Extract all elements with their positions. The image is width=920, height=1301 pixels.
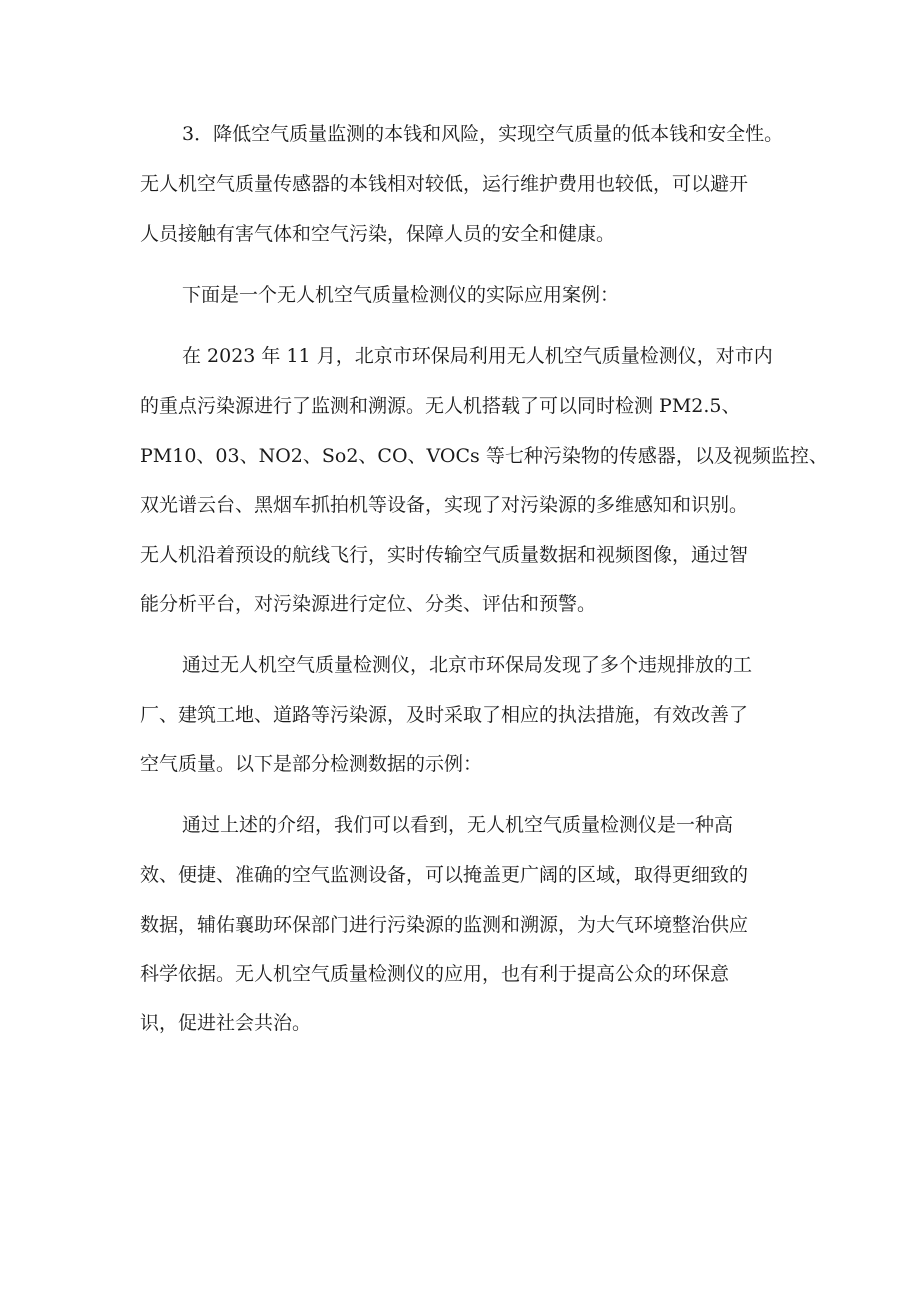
paragraph-5-line-2: 效、便捷、准确的空气监测设备，可以掩盖更广阔的区域，取得更细致的 bbox=[140, 864, 749, 886]
paragraph-3-line-6: 能分析平台，对污染源进行定位、分类、评估和预警。 bbox=[140, 593, 597, 615]
paragraph-4-line-3: 空气质量。以下是部分检测数据的示例： bbox=[140, 753, 483, 775]
paragraph-4-line-1: 通过无人机空气质量检测仪，北京市环保局发现了多个违规排放的工 bbox=[182, 654, 753, 676]
paragraph-5-line-5: 识，促进社会共治。 bbox=[140, 1012, 312, 1034]
paragraph-1-line-3: 人员接触有害气体和空气污染，保障人员的安全和健康。 bbox=[140, 223, 616, 245]
paragraph-3-line-5: 无人机沿着预设的航线飞行，实时传输空气质量数据和视频图像，通过智 bbox=[140, 544, 749, 566]
paragraph-5-line-4: 科学依据。无人机空气质量检测仪的应用，也有利于提高公众的环保意 bbox=[140, 963, 730, 985]
paragraph-5-line-1: 通过上述的介绍，我们可以看到，无人机空气质量检测仪是一种高 bbox=[182, 814, 734, 836]
paragraph-3-line-4: 双光谱云台、黑烟车抓拍机等设备，实现了对污染源的多维感知和识别。 bbox=[140, 494, 749, 516]
paragraph-5-line-3: 数据，辅佑襄助环保部门进行污染源的监测和溯源，为大气环境整治供应 bbox=[140, 914, 749, 936]
paragraph-3-line-3: PM10、03、NO2、So2、CO、VOCs 等七种污染物的传感器，以及视频监控、 bbox=[140, 445, 828, 467]
paragraph-3-line-2: 的重点污染源进行了监测和溯源。无人机搭载了可以同时检测 PM2.5、 bbox=[140, 395, 741, 417]
paragraph-4-line-2: 厂、建筑工地、道路等污染源，及时采取了相应的执法措施，有效改善了 bbox=[140, 704, 749, 726]
paragraph-3-line-1: 在 2023 年 11 月，北京市环保局利用无人机空气质量检测仪，对市内 bbox=[182, 345, 773, 367]
paragraph-1-line-1: 3．降低空气质量监测的本钱和风险，实现空气质量的低本钱和安全性。 bbox=[182, 123, 784, 145]
paragraph-1-line-2: 无人机空气质量传感器的本钱相对较低，运行维护费用也较低，可以避开 bbox=[140, 173, 749, 195]
paragraph-2-line-1: 下面是一个无人机空气质量检测仪的实际应用案例： bbox=[182, 284, 620, 306]
